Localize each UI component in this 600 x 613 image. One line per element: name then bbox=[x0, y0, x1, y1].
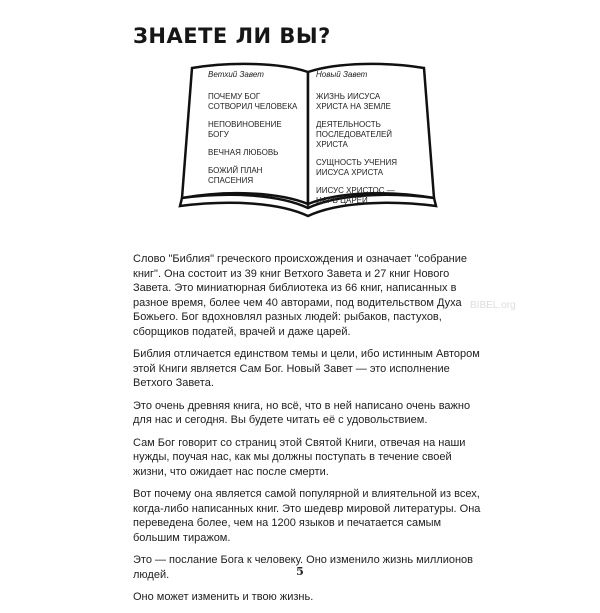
new-testament-column bbox=[316, 70, 412, 214]
page-number: 5 bbox=[296, 565, 304, 578]
old-testament-column bbox=[208, 70, 304, 194]
paragraph: Библия отличается единством темы и цели, ибо истинным Автором этой Книги является Сам Бог. Новый Завет — это исполнение Ветхого Завета. bbox=[133, 348, 480, 389]
paragraph: Оно может изменить и твою жизнь. bbox=[133, 591, 314, 603]
new-testament-item: ЖИЗНЬ ИИСУСА ХРИСТА НА ЗЕМЛЕ bbox=[316, 92, 391, 111]
open-book-illustration bbox=[178, 58, 438, 220]
new-testament-title: Новый Завет bbox=[316, 70, 368, 79]
new-testament-item: СУЩНОСТЬ УЧЕНИЯ ИИСУСА ХРИСТА bbox=[316, 158, 398, 177]
paragraph: Это — послание Бога к человеку. Оно изменило жизнь миллионов людей. bbox=[133, 554, 473, 581]
old-testament-item: ВЕЧНАЯ ЛЮБОВЬ bbox=[208, 148, 279, 157]
paragraph: Сам Бог говорит со страниц этой Святой Книги, отвечая на наши нужды, поучая нас, как мы должны поступать в течение своей жизни, что ожидает нас после смерти. bbox=[133, 436, 466, 478]
paragraph: Вот почему она является самой популярной и влиятельной из всех, когда-либо написанных книг. Это шедевр мировой литературы. Она переведена более, чем на 1200 языков и печатается самым большим тиражом. bbox=[133, 488, 481, 544]
old-testament-item: БОЖИЙ ПЛАН СПАСЕНИЯ bbox=[208, 166, 263, 185]
new-testament-item: ДЕЯТЕЛЬНОСТЬ ПОСЛЕДОВАТЕЛЕЙ ХРИСТА bbox=[316, 120, 393, 149]
old-testament-item: ПОЧЕМУ БОГ СОТВОРИЛ ЧЕЛОВЕКА bbox=[208, 92, 298, 111]
old-testament-title: Ветхий Завет bbox=[208, 70, 264, 79]
page-heading: ЗНАЕТЕ ЛИ ВЫ? bbox=[133, 24, 331, 48]
old-testament-item: НЕПОВИНОВЕНИЕ БОГУ bbox=[208, 120, 282, 139]
paragraph: Это очень древняя книга, но всё, что в ней написано очень важно для нас и сегодня. Вы будете читать её с удовольствием. bbox=[133, 399, 471, 426]
paragraph: Слово "Библия" греческого происхождения и означает "собрание книг". Она состоит из 39 книг Ветхого Завета и 27 книг Нового Завета. Это миниатюрная библиотека из 66 книг, написанных в разное время, более чем 40 авторами, под водительством Духа Божьего. Бог вдохновлял разных людей: рыбаков, пастухов, сборщиков податей, врачей и даже царей. bbox=[133, 253, 468, 338]
new-testament-item: ИИСУС ХРИСТОС — ЦАРЬ ЦАРЕЙ bbox=[316, 186, 395, 205]
watermark: BIBEL.org bbox=[470, 300, 516, 311]
body-text bbox=[133, 252, 481, 613]
